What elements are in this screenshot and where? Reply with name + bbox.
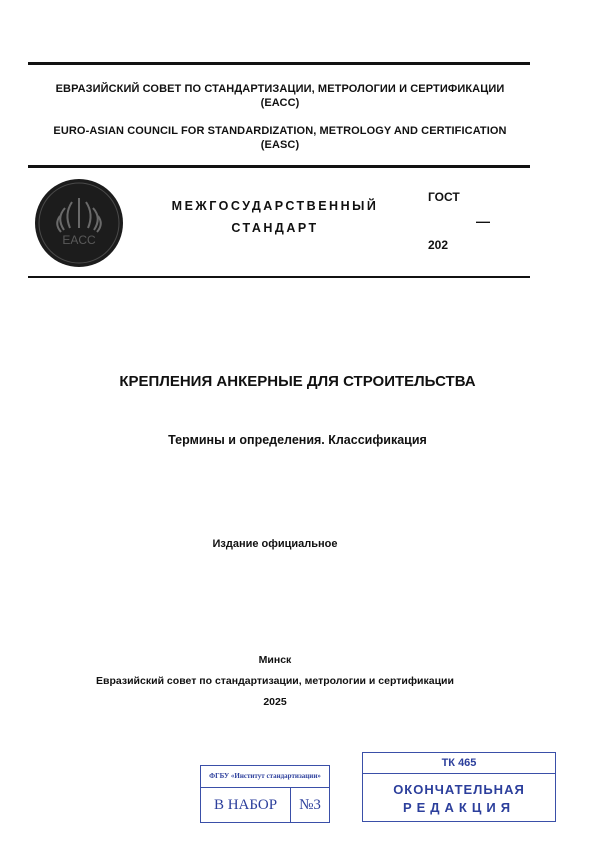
stamp-in-set: В НАБОР bbox=[201, 788, 291, 822]
standard-type-line2: СТАНДАРТ bbox=[231, 221, 319, 235]
stamp-institute-name: ФГБУ «Институт стандартизации» bbox=[201, 766, 329, 788]
council-abbr-ru: (ЕАСС) bbox=[260, 97, 300, 109]
gost-year: 202 bbox=[428, 238, 449, 252]
final-edition-stamp bbox=[362, 752, 556, 822]
gost-dash: — bbox=[476, 213, 490, 229]
gost-label: ГОСТ bbox=[428, 190, 460, 204]
lower-rule bbox=[28, 276, 530, 278]
stamp-final: ОКОНЧАТЕЛЬНАЯ bbox=[393, 782, 525, 797]
document-subtitle: Термины и определения. Классификация bbox=[168, 433, 427, 447]
official-edition: Издание официальное bbox=[212, 538, 338, 550]
council-name-en: EURO-ASIAN COUNCIL FOR STANDARDIZATION, METROLOGY AND CERTIFICATION bbox=[53, 125, 507, 137]
top-rule bbox=[28, 62, 530, 65]
easc-emblem-icon bbox=[34, 178, 124, 268]
council-name-ru: ЕВРАЗИЙСКИЙ СОВЕТ ПО СТАНДАРТИЗАЦИИ, МЕТРОЛОГИИ И СЕРТИФИКАЦИИ bbox=[55, 83, 505, 95]
stamp-edition-word: РЕДАКЦИЯ bbox=[402, 800, 516, 815]
stamp-number: №3 bbox=[299, 797, 321, 813]
middle-rule bbox=[28, 165, 530, 168]
standard-type-line1: МЕЖГОСУДАРСТВЕННЫЙ bbox=[171, 199, 379, 213]
imprint-publisher: Евразийский совет по стандартизации, метрологии и сертификации bbox=[96, 675, 454, 687]
svg-text:EACC: EACC bbox=[62, 233, 96, 247]
stamp-tk: ТК 465 bbox=[363, 753, 555, 774]
institute-stamp bbox=[200, 765, 330, 823]
council-abbr-en: (EASC) bbox=[260, 139, 300, 151]
imprint-year: 2025 bbox=[263, 696, 287, 708]
imprint-city: Минск bbox=[258, 654, 292, 666]
document-title: КРЕПЛЕНИЯ АНКЕРНЫЕ ДЛЯ СТРОИТЕЛЬСТВА bbox=[119, 373, 476, 390]
